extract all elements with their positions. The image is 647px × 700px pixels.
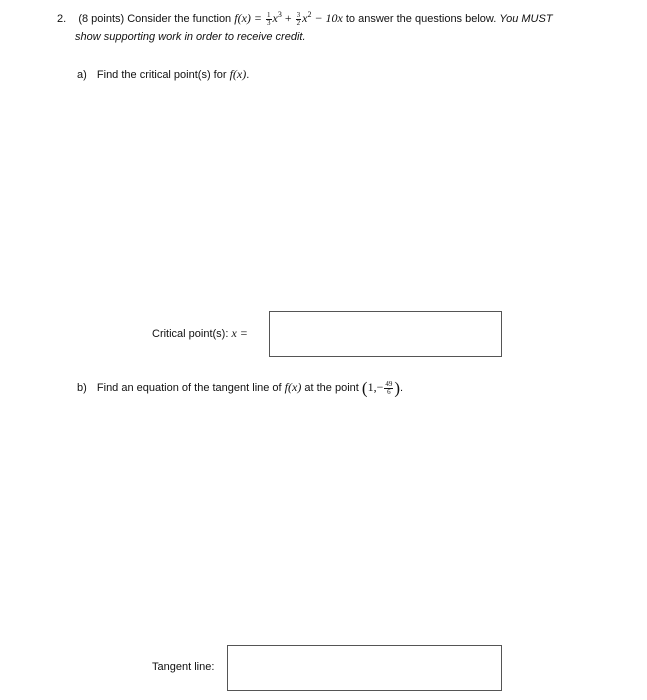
problem-header [57, 11, 553, 27]
coefficient-one-third: $\frac{1}{3}$ [267, 10, 271, 27]
point-x: 1, [367, 379, 377, 394]
problem-intro: (8 points) Consider the function [78, 13, 232, 25]
tangent-line-answer-box[interactable] [227, 645, 502, 691]
tangent-line-label: Tangent line: [152, 661, 215, 673]
coefficient-three-halves: $\frac{3}{2}$ [296, 10, 301, 27]
part-b-prompt [77, 378, 403, 398]
part-a-prompt [77, 67, 249, 82]
problem-number: 2. [57, 13, 67, 25]
critical-points-label: Critical point(s): [152, 328, 229, 340]
function-expression [234, 11, 346, 25]
exponent-three: 3 [277, 10, 282, 19]
supporting-work-notice: show supporting work in order to receive credit. [75, 31, 306, 43]
point-y-fraction: $\frac{49}{6}$ [385, 379, 393, 396]
tangent-point: (1,− $\frac{49}{6}$ ) [361, 378, 401, 397]
part-a-text: Find the critical point(s) for [96, 69, 227, 81]
term-x-squared: x [302, 11, 308, 25]
part-b-at-point: at the point [304, 381, 359, 394]
part-a-period: . [246, 69, 250, 81]
part-a-label: a) [77, 69, 87, 81]
part-b-label: b) [77, 381, 87, 394]
function-lhs: f(x) = [234, 11, 262, 25]
exponent-two: 2 [307, 10, 312, 19]
part-a-function: f(x) [229, 67, 247, 81]
critical-points-label-row [152, 326, 248, 341]
part-b-function: f(x) [284, 379, 302, 394]
part-b-text: Find an equation of the tangent line of [96, 381, 282, 394]
term-x-cubed: x [272, 11, 278, 25]
critical-points-var: x = [231, 326, 248, 340]
point-negative-sign: − [376, 379, 384, 394]
must-notice: You MUST [499, 13, 553, 25]
linear-term: − 10x [314, 11, 343, 25]
critical-points-answer-box[interactable] [269, 311, 502, 357]
plus-sign: + [284, 11, 292, 25]
part-b-period: . [400, 381, 404, 394]
problem-tail: to answer the questions below. [345, 13, 497, 25]
